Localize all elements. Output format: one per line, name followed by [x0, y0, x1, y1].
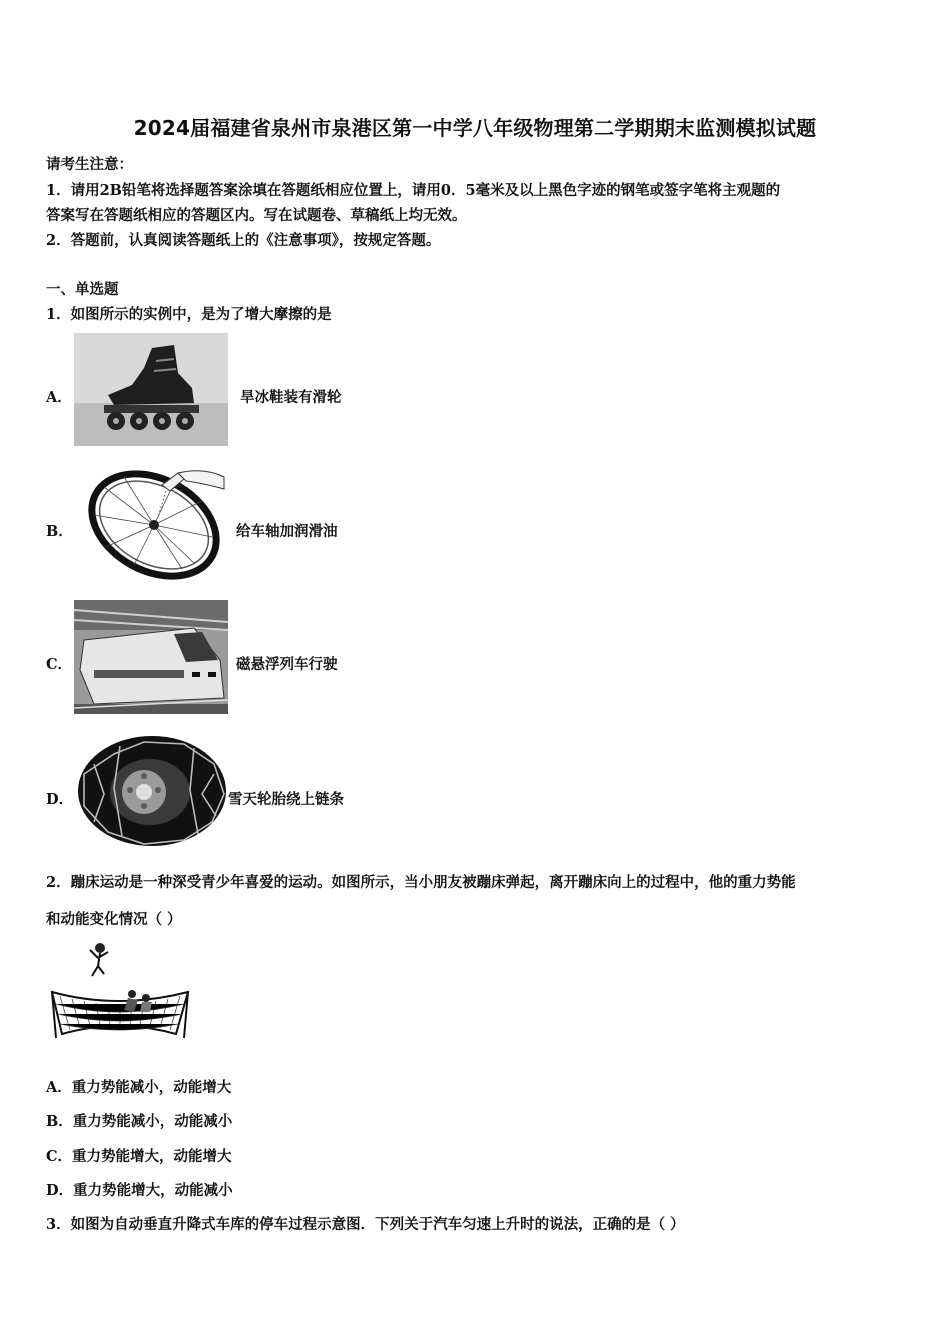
q1-option-a-text: 旱冰鞋装有滑轮 [240, 389, 342, 406]
trampoline-kids-drawing-icon [48, 938, 194, 1042]
q2-option-a-text: 重力势能减小，动能增大 [71, 1079, 232, 1096]
inline-skate-photo-icon [74, 333, 228, 446]
bicycle-wheel-oil-photo-icon [74, 465, 228, 580]
question-2-stem-line-2: 和动能变化情况（ ） [46, 911, 182, 928]
q2-option-a [46, 1076, 231, 1097]
q1-option-d-text: 雪天轮胎绕上链条 [228, 791, 344, 808]
q1-option-b-text: 给车轴加润滑油 [236, 523, 338, 540]
q2-option-b-text: 重力势能减小，动能减小 [72, 1113, 233, 1130]
notice-item-2: 2．答题前，认真阅读答题纸上的《注意事项》，按规定答题。 [46, 232, 441, 249]
q2-option-c-text: 重力势能增大，动能增大 [72, 1148, 232, 1165]
page-title: 2024届福建省泉州市泉港区第一中学八年级物理第二学期期末监测模拟试题 [133, 116, 817, 140]
q1-option-d-label: D． [46, 791, 74, 808]
q1-option-c-label: C． [46, 656, 73, 673]
q2-option-c [46, 1145, 232, 1166]
q1-option-a-label: A． [46, 389, 72, 406]
q2-option-b-label: B． [46, 1113, 73, 1130]
q2-option-d-label: D． [46, 1182, 74, 1199]
q2-option-d [46, 1179, 233, 1200]
q2-option-b [46, 1110, 232, 1131]
q2-option-a-label: A． [46, 1079, 72, 1096]
q2-option-d-text: 重力势能增大，动能减小 [73, 1182, 233, 1199]
section-heading: 一、单选题 [46, 281, 119, 298]
notice-item-1-line-1: 1．请用2B铅笔将选择题答案涂填在答题纸相应位置上，请用0．5毫米及以上黑色字迹的钢笔或签字笔将主观题的 [46, 182, 781, 199]
notice-item-1-line-2: 答案写在答题纸相应的答题区内。写在试题卷、草稿纸上均无效。 [46, 207, 467, 224]
question-3-stem: 3．如图为自动垂直升降式车库的停车过程示意图．下列关于汽车匀速上升时的说法，正确的是（ ） [46, 1216, 685, 1233]
maglev-train-photo-icon [74, 600, 228, 714]
question-2-stem-line-1: 2．蹦床运动是一种深受青少年喜爱的运动。如图所示，当小朋友被蹦床弹起，离开蹦床向上的过程中，他的重力势能 [46, 874, 796, 891]
snow-chain-tire-photo-icon [74, 734, 228, 848]
notice-heading: 请考生注意： [46, 156, 133, 173]
q1-option-c-text: 磁悬浮列车行驶 [236, 656, 338, 673]
question-1-stem: 1．如图所示的实例中，是为了增大摩擦的是 [46, 306, 332, 323]
q2-option-c-label: C． [46, 1148, 73, 1165]
q1-option-b-label: B． [46, 523, 73, 540]
